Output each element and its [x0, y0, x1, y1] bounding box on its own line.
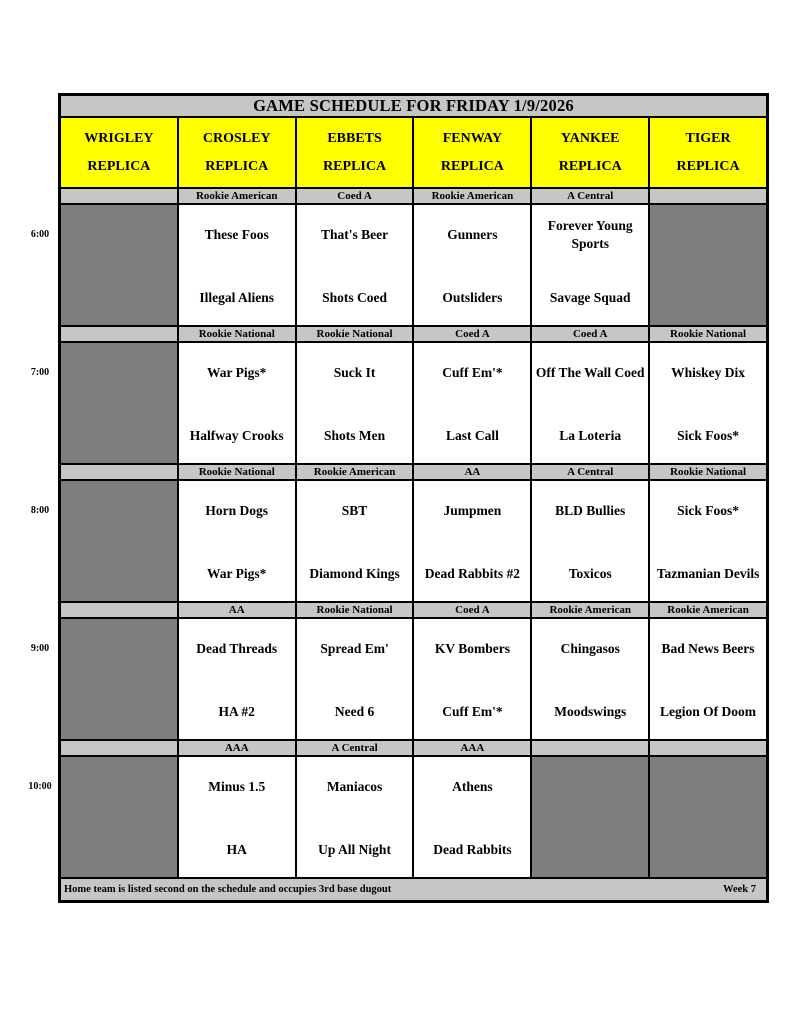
game-cell — [414, 343, 532, 463]
home-team: Last Call — [445, 427, 499, 443]
venue-header-fenway — [414, 118, 532, 187]
venue-name: CROSLEY — [202, 130, 271, 146]
time-label: 8:00 — [30, 505, 50, 516]
home-team: Need 6 — [334, 703, 375, 719]
away-team: Whiskey Dix — [671, 364, 745, 380]
home-team: Dead Rabbits #2 — [424, 565, 521, 581]
league-cell: Rookie American — [297, 465, 415, 479]
time-slot-1000 — [28, 741, 766, 879]
venue-header-tiger — [650, 118, 766, 187]
home-team: War Pigs* — [207, 565, 267, 581]
game-cell — [179, 619, 297, 739]
home-team: Legion Of Doom — [660, 703, 757, 719]
venue-sub: REPLICA — [676, 158, 740, 174]
league-cell: Rookie National — [297, 603, 415, 617]
home-team: Dead Rabbits — [433, 841, 512, 857]
away-team: Gunners — [447, 226, 498, 242]
league-cell: A Central — [532, 189, 650, 203]
time-slot-700 — [30, 327, 766, 465]
game-cell — [414, 481, 532, 601]
league-cell: AA — [414, 465, 532, 479]
away-team: Horn Dogs — [205, 502, 269, 518]
home-team-note: Home team is listed second on the schedule and occupies 3rd base dugout — [64, 884, 392, 895]
game-cell — [61, 481, 179, 601]
game-cell — [179, 481, 297, 601]
game-cell — [650, 619, 766, 739]
venue-header-crosley — [179, 118, 297, 187]
home-team: Illegal Aliens — [199, 289, 275, 305]
league-row — [61, 741, 766, 757]
home-team: HA #2 — [218, 703, 255, 719]
home-team: HA — [226, 841, 247, 857]
game-cell — [61, 343, 179, 463]
game-cell — [532, 757, 650, 877]
time-label: 9:00 — [30, 643, 50, 654]
game-cell — [414, 205, 532, 325]
game-cell — [297, 343, 415, 463]
away-team: Sick Foos* — [677, 502, 739, 518]
game-cell — [179, 757, 297, 877]
game-cell — [650, 481, 766, 601]
home-team: La Loteria — [559, 427, 622, 443]
away-team: BLD Bullies — [555, 502, 626, 518]
away-team: Maniacos — [326, 778, 383, 794]
venue-name: FENWAY — [442, 130, 503, 146]
time-slot-800 — [30, 465, 766, 603]
venue-name: WRIGLEY — [84, 130, 154, 146]
league-cell: Rookie National — [179, 465, 297, 479]
venue-sub: REPLICA — [323, 158, 387, 174]
home-team: Up All Night — [318, 841, 391, 857]
game-cell — [61, 619, 179, 739]
home-team: Outsliders — [442, 289, 503, 305]
league-cell — [61, 327, 179, 341]
league-cell: Coed A — [297, 189, 415, 203]
away-team: Minus 1.5 — [208, 778, 266, 794]
away-team: Chingasos — [560, 640, 620, 656]
game-cell — [297, 619, 415, 739]
league-row — [61, 465, 766, 481]
away-team: War Pigs* — [207, 364, 267, 380]
home-team: Sick Foos* — [677, 427, 739, 443]
league-cell: Rookie National — [179, 327, 297, 341]
league-row — [61, 603, 766, 619]
league-cell: A Central — [297, 741, 415, 755]
away-team: Cuff Em'* — [442, 364, 503, 380]
league-cell: Rookie National — [650, 465, 766, 479]
away-team: Bad News Beers — [661, 640, 755, 656]
venue-sub: REPLICA — [87, 158, 151, 174]
home-team: Cuff Em'* — [442, 703, 503, 719]
game-cell — [414, 619, 532, 739]
league-row — [61, 327, 766, 343]
week-number: Week 7 — [723, 884, 756, 895]
game-cell — [650, 757, 766, 877]
league-cell: Coed A — [532, 327, 650, 341]
game-row — [61, 757, 766, 879]
venue-sub: REPLICA — [440, 158, 504, 174]
league-cell — [61, 189, 179, 203]
home-team: Shots Men — [324, 427, 386, 443]
away-team: SBT — [341, 502, 368, 518]
game-cell — [414, 757, 532, 877]
time-slot-900 — [30, 603, 766, 741]
venue-name: EBBETS — [327, 130, 382, 146]
schedule-table — [28, 93, 769, 903]
league-cell: Rookie American — [414, 189, 532, 203]
venue-header-row — [61, 118, 766, 189]
venue-sub: REPLICA — [558, 158, 622, 174]
away-team: Forever Young Sports — [547, 217, 633, 251]
league-cell — [650, 741, 766, 755]
time-slot-600 — [30, 189, 766, 327]
league-cell — [650, 189, 766, 203]
league-cell — [61, 741, 179, 755]
game-cell — [297, 757, 415, 877]
game-cell — [532, 343, 650, 463]
time-label: 10:00 — [28, 781, 52, 792]
game-cell — [61, 205, 179, 325]
game-cell — [532, 619, 650, 739]
home-team: Toxicos — [568, 565, 612, 581]
game-cell — [61, 757, 179, 877]
game-cell — [650, 205, 766, 325]
away-team: KV Bombers — [434, 640, 510, 656]
league-cell — [61, 465, 179, 479]
league-cell: AAA — [414, 741, 532, 755]
league-cell: Rookie American — [179, 189, 297, 203]
time-label: 7:00 — [30, 367, 50, 378]
game-cell — [297, 205, 415, 325]
home-team: Diamond Kings — [309, 565, 400, 581]
away-team: Suck It — [333, 364, 376, 380]
venue-name: TIGER — [685, 130, 731, 146]
venue-header-yankee — [532, 118, 650, 187]
venue-sub: REPLICA — [205, 158, 269, 174]
home-team: Tazmanian Devils — [656, 565, 760, 581]
away-team: Off The Wall Coed — [535, 364, 645, 380]
game-cell — [650, 343, 766, 463]
league-cell: AAA — [179, 741, 297, 755]
home-team: Moodswings — [554, 703, 627, 719]
league-cell: Coed A — [414, 327, 532, 341]
game-cell — [532, 481, 650, 601]
game-cell — [297, 481, 415, 601]
away-team: These Foos — [204, 226, 269, 242]
league-cell: Rookie American — [532, 603, 650, 617]
game-row — [61, 205, 766, 327]
home-team: Halfway Crooks — [189, 427, 284, 443]
away-team: That's Beer — [321, 226, 389, 242]
league-cell — [61, 603, 179, 617]
venue-name: YANKEE — [560, 130, 620, 146]
game-row — [61, 343, 766, 465]
league-cell: AA — [179, 603, 297, 617]
league-cell: Rookie American — [650, 603, 766, 617]
league-cell: Coed A — [414, 603, 532, 617]
league-row — [61, 189, 766, 205]
time-label: 6:00 — [30, 229, 50, 240]
away-team: Spread Em' — [320, 640, 389, 656]
page-title: GAME SCHEDULE FOR FRIDAY 1/9/2026 — [61, 96, 766, 118]
home-team: Savage Squad — [549, 289, 631, 305]
league-cell: A Central — [532, 465, 650, 479]
game-row — [61, 619, 766, 741]
away-team: Dead Threads — [196, 640, 278, 656]
game-cell — [532, 205, 650, 325]
venue-header-wrigley — [61, 118, 179, 187]
league-cell: Rookie National — [650, 327, 766, 341]
away-team: Jumpmen — [443, 502, 502, 518]
game-cell — [179, 343, 297, 463]
game-cell — [179, 205, 297, 325]
league-cell — [532, 741, 650, 755]
game-row — [61, 481, 766, 603]
league-cell: Rookie National — [297, 327, 415, 341]
home-team: Shots Coed — [322, 289, 388, 305]
away-team: Athens — [452, 778, 493, 794]
venue-header-ebbets — [297, 118, 415, 187]
footer-bar — [61, 879, 766, 900]
